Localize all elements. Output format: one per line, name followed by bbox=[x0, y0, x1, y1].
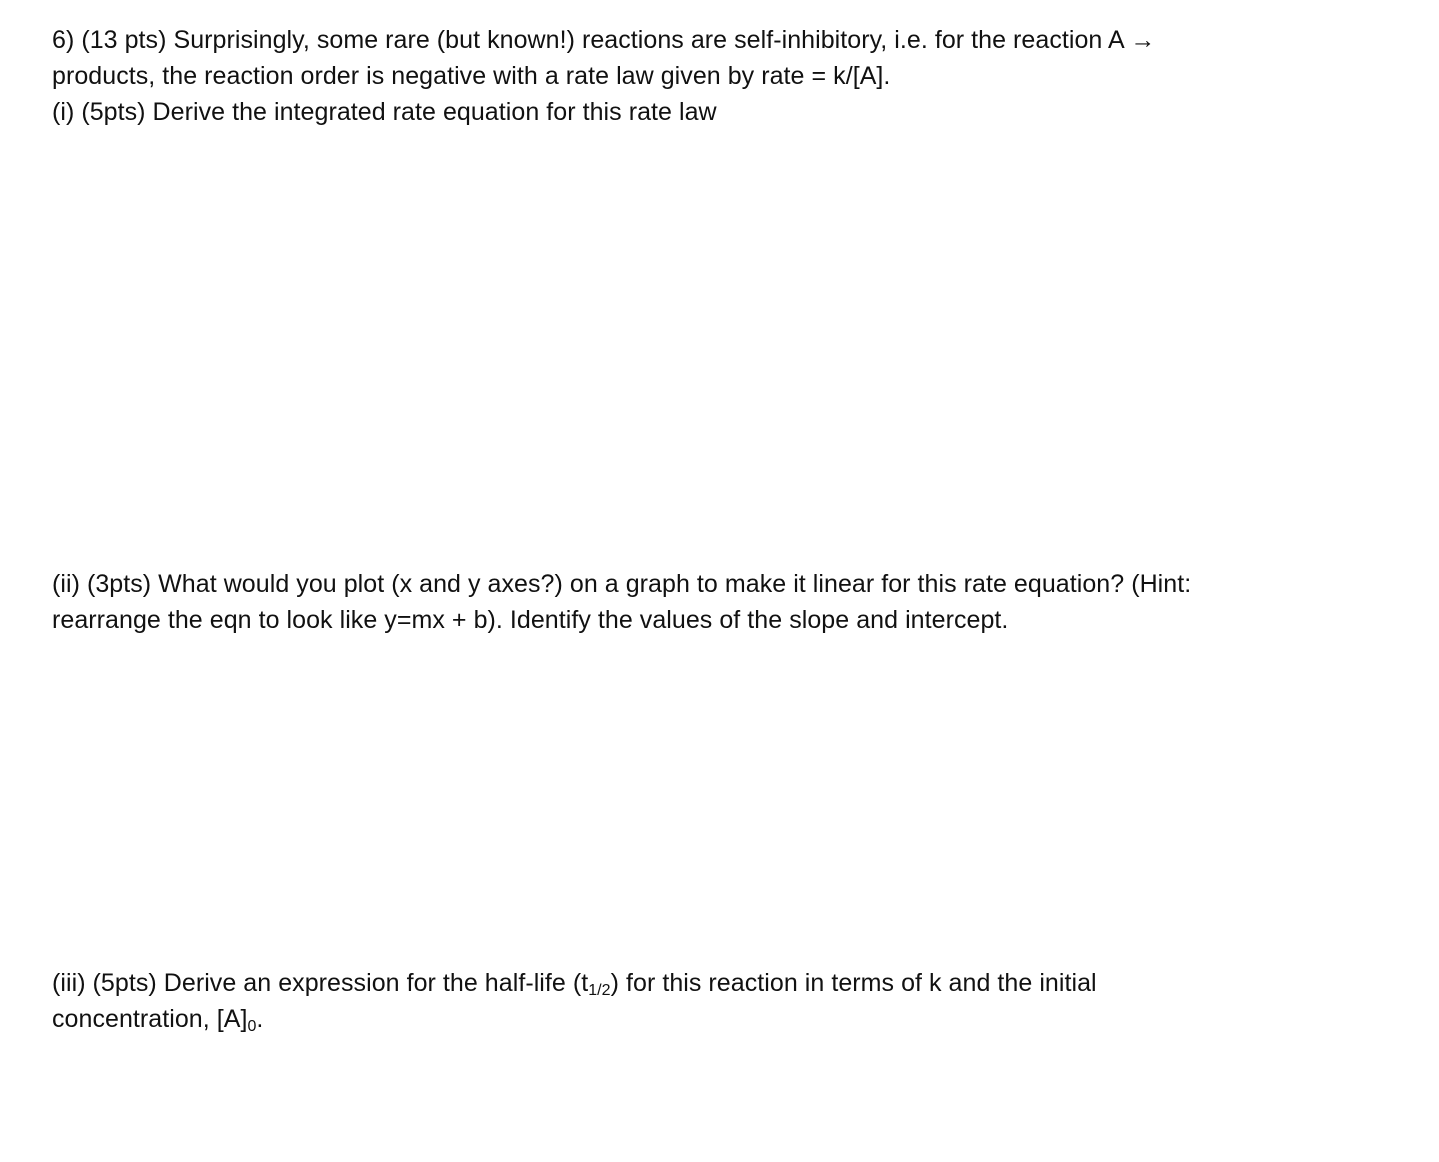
part-iii-text-c: concentration, [A] bbox=[52, 1005, 248, 1033]
initial-concentration-subscript: 0 bbox=[247, 1018, 257, 1035]
part-iii-text-d: . bbox=[256, 1005, 264, 1033]
part-ii-prompt-line-1: (ii) (3pts) What would you plot (x and y axes?) on a graph to make it linear for this rate equation? (Hint: bbox=[52, 570, 1192, 598]
part-iii-text-a: (iii) (5pts) Derive an expression for the half-life (t bbox=[52, 969, 589, 997]
question-intro-line-1: 6) (13 pts) Surprisingly, some rare (but known!) reactions are self-inhibitory, i.e. for the reaction A → bbox=[52, 26, 1156, 54]
question-intro-line-2: products, the reaction order is negative with a rate law given by rate = k/[A]. bbox=[52, 62, 891, 90]
part-iii-prompt-line-2 bbox=[52, 1001, 1382, 1037]
part-ii bbox=[52, 566, 1382, 638]
part-i-prompt: (i) (5pts) Derive the integrated rate equation for this rate law bbox=[52, 98, 717, 126]
part-iii-text-b: ) for this reaction in terms of k and the initial bbox=[610, 969, 1097, 997]
question-6-header bbox=[52, 22, 1382, 130]
half-life-subscript: 1/2 bbox=[588, 982, 611, 999]
part-ii-prompt-line-2: rearrange the eqn to look like y=mx + b). Identify the values of the slope and intercept. bbox=[52, 606, 1009, 634]
part-iii-prompt-line-1 bbox=[52, 965, 1382, 1001]
part-iii bbox=[52, 965, 1382, 1037]
